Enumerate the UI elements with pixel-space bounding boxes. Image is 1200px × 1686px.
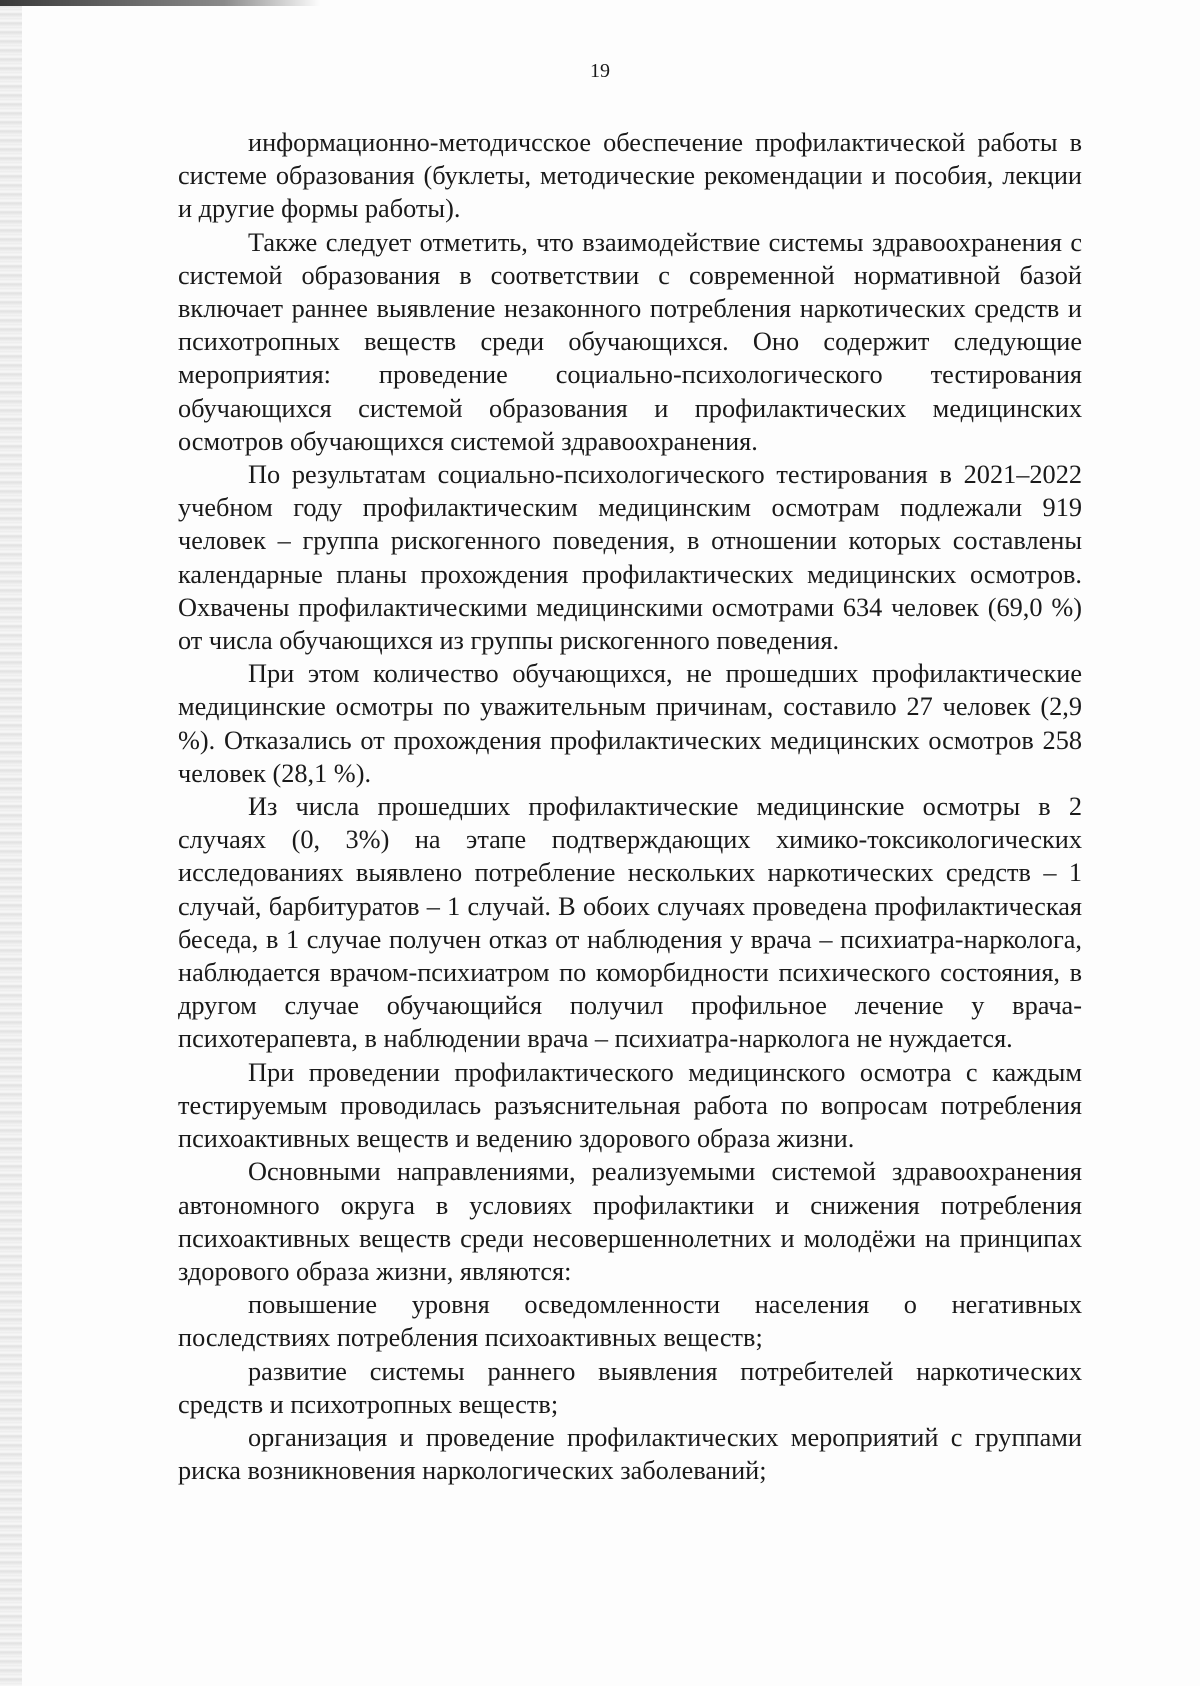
- paragraph-testing-results: По результатам социально-психологического тестирования в 2021–2022 учебном году профилактическим медицинским осмотрам подлежали 919 человек – группа рискогенного поведения, в отношении которых составлены календарные планы прохождения профилактических медицинских осмотров. Охвачены профилактическими медицинскими осмотрами 634 человек (69,0 %) от числа обучающихся из группы рискогенного поведения.: [178, 460, 1082, 656]
- paragraph-main-directions: Основными направлениями, реализуемыми системой здравоохранения автономного округа в условиях профилактики и снижения потребления психоактивных веществ среди несовершеннолетних и молодёжи на принципах здорового образа жизни, являются:: [178, 1157, 1082, 1286]
- paragraph-detected-cases: Из числа прошедших профилактические медицинские осмотры в 2 случаях (0, 3%) на этапе подтверждающих химико-токсикологических исследованиях выявлено потребление нескольких наркотических средств – 1 случай, барбитуратов – 1 случай. В обоих случаях проведена профилактическая беседа, в 1 случае получен отказ от наблюдения у врача – психиатра-нарколога, наблюдается врачом-психиатром по коморбидности психического состояния, в другом случае обучающийся получил профильное лечение у врача-психотерапевта, в наблюдении врача – психиатра-нарколога не нуждается.: [178, 792, 1082, 1054]
- paragraph-not-passed: При этом количество обучающихся, не прошедших профилактические медицинские осмотры по уважительным причинам, составило 27 человек (2,9 %). Отказались от прохождения профилактических медицинских осмотров 258 человек (28,1 %).: [178, 659, 1082, 788]
- document-body: [178, 126, 1082, 1487]
- list-item-risk-groups: организация и проведение профилактических мероприятий с группами риска возникновения наркологических заболеваний;: [178, 1422, 1082, 1486]
- scan-edge-artifact: [0, 0, 22, 1686]
- list-item-early-detection: развитие системы раннего выявления потребителей наркотических средств и психотропных веществ;: [178, 1356, 1082, 1419]
- list-item-awareness: повышение уровня осведомленности населения о негативных последствиях потребления психоактивных веществ;: [178, 1290, 1082, 1353]
- paragraph-continuation: информационно-методичсское обеспечение профилактической работы в системе образования (буклеты, методические рекомендации и пособия, лекции и другие формы работы).: [178, 128, 1082, 224]
- scan-top-artifact: [0, 0, 320, 6]
- paragraph-interaction: Также следует отметить, что взаимодействие системы здравоохранения с системой образования в соответствии с современной нормативной базой включает раннее выявление незаконного потребления наркотических средств и психотропных веществ среди обучающихся. Оно содержит следующие мероприятия: проведение социально-психологического тестирования обучающихся системой образования и профилактических медицинских осмотров обучающихся системой здравоохранения.: [178, 227, 1082, 456]
- page-number: 19: [590, 60, 610, 82]
- paragraph-explanatory-work: При проведении профилактического медицинского осмотра с каждым тестируемым проводилась разъяснительная работа по вопросам потребления психоактивных веществ и ведению здорового образа жизни.: [178, 1057, 1082, 1154]
